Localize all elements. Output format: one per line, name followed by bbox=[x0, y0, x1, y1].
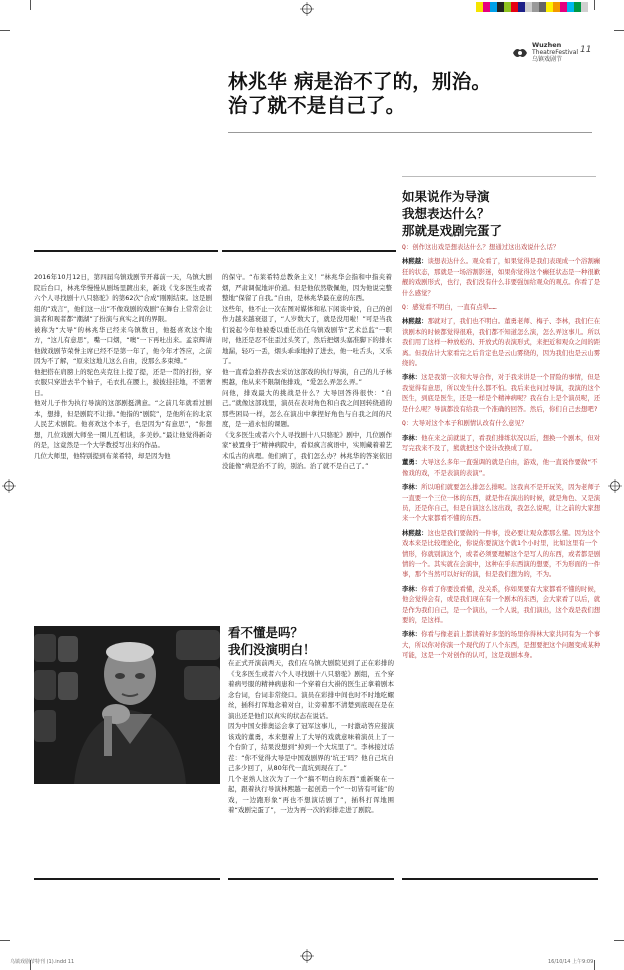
qa-column bbox=[402, 242, 602, 665]
qa-speaker: 林熙越： bbox=[402, 317, 428, 326]
logo-en2: TheatreFestival bbox=[532, 49, 579, 56]
qa-answer-text: 那就对了，我们也不明白。董勇老师、梅子、李林，我们仨在读剧本的时候都觉得很难，我们都不知道怎么演，怎么弄这事儿。所以我们用了这样一种放松的、开放式的表演形式，来把近和观众之间的距离。但我估计大家看完之后肯定也是云山雾绕的，因为我们也是云山雾绕的。 bbox=[402, 317, 601, 368]
paragraph: 2016年10月12日，第四届乌镇戏剧节开幕前一天，乌镇大剧院后台口，林兆华慢慢从剧场里踱出来，新戏《戈多医生或者六个人寻找剧十八只骆驼》的第62次“合成”刚刚结束。这是剧组的“戏言”，他们这一出“不像戏剧的戏剧”在舞台上常常会让演者和观者都“潮湖”了扮演与真实之间的界限。 bbox=[34, 273, 212, 323]
paragraph: 几个老熟人这次为了一个“搞不明白的东西”重新聚在一起，跟着执行导演林熙越一起创造一个“一切皆有可能”的戏，一边跑形象“再也不想演话剧了”，插科打诨地围着“戏剧完蛋了”，一边为再一次的彩排走进了剧院。 bbox=[228, 774, 394, 814]
crop-mark bbox=[30, 0, 31, 10]
qa-question: Q：创作这出戏是想表达什么？想通过这出戏说什么话？ bbox=[402, 243, 560, 251]
qa-answer-text: 这是我第一次和大导合作，对于我来讲是一个冒险的事情，但是我觉得有意思，所以发生什么都不怕。我后来也问过导演，我演的这个医生，到底是医生，还是一样是个精神病呢？我在台上是个演员呢，还是什么呢？导演都没有给我一个准确的回答。然后，你们自己去想吧? bbox=[402, 373, 601, 413]
qa-answer bbox=[402, 584, 602, 626]
crop-mark bbox=[0, 940, 10, 941]
qa-answer bbox=[402, 256, 602, 298]
paragraph: 他一直看急推荐我去采访这部戏的执行导演，自己的儿子林熙越，他从来不限制他排戏，“爱怎么弄怎么弄。” bbox=[222, 367, 392, 386]
portrait-photo bbox=[34, 626, 220, 784]
section-heading bbox=[228, 624, 398, 658]
sidebar-heading-line: 那就是戏剧完蛋了 bbox=[402, 223, 503, 238]
paragraph: 他把搭在肩膀上的驼色夹克往上提了提，还是一贯的打扮，穿衣服只穿进去半个袖子，毛衣扎在腰上，披披挂挂地，不需奢日。 bbox=[34, 367, 212, 397]
qa-answer-text: 你看了你要没看懂，没关系，你如果要有大家都看不懂的时候，他会觉得会有，或是我们现在有一个剧本的东西，会大家看了以后，就是作为我们自己，是一个演出，一个人说，我们演出，这个戏是我们想要的，是这样。 bbox=[402, 584, 601, 624]
portrait-image bbox=[34, 626, 220, 784]
sidebar-heading bbox=[402, 188, 592, 239]
qa-answer-text: 他在来之前就说了，看我们排练状况以后，想换一个剧本，但对写完我来不及了，熊就把这个设计改换成了原。 bbox=[402, 433, 601, 452]
col1-top-rule bbox=[34, 250, 218, 252]
crop-mark bbox=[614, 30, 624, 31]
qa-answer bbox=[402, 316, 602, 368]
print-slug-left: 乌镇戏剧节特刊 (1).indd 11 bbox=[10, 959, 75, 965]
article-column-3 bbox=[228, 658, 394, 816]
qa-answer bbox=[402, 457, 602, 478]
qa-answer-text: 这也是我们要做的一件事，没必要让观众都那么懂。因为这个戏本来是比较理论化，你说你要演这个就1个小时里，比如这里有一个情形，你就别演这个，或者必须要理解这个是写人的东西，或者都是剧情的一个。其实就在会演中，这种在乎东西演的想要，不为形面的一件事，那个当然可以好好的演，但是我们想为的，不为。 bbox=[402, 528, 601, 579]
registration-mark-icon bbox=[2, 478, 16, 492]
paragraph: 这些年，他不止一次在图对媒体和私下闲谈中说，自己的创作力越来越衰退了，“人岁数大了，就是没用啦！”可是当我们说起今年他被委以重任出任乌镇戏剧节“艺术总监”一职时，他还是忍不住歪过头笑了，然后把烟头塞准脚下的排水地漏，轻巧一丢，烟头乖乖地掉了进去，他一吐舌头，又乐了。 bbox=[222, 304, 392, 365]
crop-mark bbox=[594, 0, 595, 10]
paragraph: 因为中国女排奥运会拿了冠军这事儿，一时激动答应接演该戏的董勇，本来想着上了大导的戏就意味着演员上了一个台阶了，结果没想到“掉到一个大坑里了”。李林接过话茬：“你不觉得大导是中国戏剧界的‘坑王’吗？他自己坑自己多少回了，从80年代一直坑到现在了。” bbox=[228, 722, 394, 772]
sidebar-heading-line: 我想表达什么？ bbox=[402, 206, 490, 221]
section-heading-line: 看不懂是吗？ bbox=[228, 625, 304, 640]
sidebar-bottom-rule bbox=[402, 878, 598, 880]
qa-answer bbox=[402, 433, 602, 454]
page-number: 11 bbox=[580, 45, 592, 55]
registration-mark-icon bbox=[300, 948, 314, 962]
qa-question: Q：大导对这个本子和剧情认改有什么意见？ bbox=[402, 419, 528, 428]
title-divider bbox=[228, 132, 592, 133]
registration-mark-icon bbox=[300, 1, 314, 15]
qa-speaker: 董勇： bbox=[402, 458, 422, 467]
crop-mark bbox=[614, 940, 624, 941]
qa-answer bbox=[402, 629, 602, 660]
qa-answer-text: 所以咱们就要怎么排怎么排呢。这我真不是开玩笑，因为老师子一直要一个三位一体的东西，就是作在演出的时候，就是角色、又是演员，还是你自己，但是自演这么这出戏，我怎么说呢，让之前的大家想来一个大家都看不懂的东西。 bbox=[402, 483, 601, 523]
print-slug-right: 16/10/14 上午9:09 bbox=[548, 959, 594, 965]
sidebar-heading-line: 如果说作为导演 bbox=[402, 189, 490, 204]
qa-speaker: 李林： bbox=[402, 584, 422, 593]
paragraph: 《戈多医生或者六个人寻找剧十八只骆驼》剧中，几位剧作家“被置身于”精神病院中，看似疯言疯语中，实则藏着着艺术瓜古的真理。他们病了，我们怎么办？林兆华的答案依旧没能像“病是治不了的，别治。治了就不是自己了。” bbox=[222, 430, 392, 470]
paragraph: 几位大师里，他特别提到布莱希特，却是因为他 bbox=[34, 451, 171, 460]
crop-mark bbox=[594, 960, 595, 970]
qa-answer bbox=[402, 372, 602, 414]
logo-en: Wuzhen bbox=[532, 41, 562, 49]
qa-speaker: 李林： bbox=[402, 433, 422, 442]
paragraph: 在正式开演前两天，我们在乌镇大剧院见到了正在彩排的《戈多医生或者六个人寻找剧十八只骆驼》剧组，五个穿着病号服的精神病患和一个穿着白大褂的医生正拿着剧本念台词，台词非常绕口。演员在彩排中间也时不时地吃螺丝，插科打诨地念着对白，让旁着那不清楚到底现在是在演出还是他们以真实的状态在说话。 bbox=[228, 659, 394, 720]
color-bar bbox=[476, 2, 588, 12]
paragraph: 问他，排戏最大的挑战是什么？大导回答得很快：“自己。”就像这部戏里，演员在表对角色和自我之间回转绕道的那些困局一样，怎么在演出中拿捏好角色与自我之间的尺度，是一道永恒的课题。 bbox=[222, 388, 392, 428]
page-title bbox=[228, 70, 588, 118]
festival-logo-icon bbox=[512, 46, 528, 60]
qa-answer-text: 谈想表达什么。观众看了，如果觉得是我们表现成一个浴割癫狂的状态，那就是一场浴割影迷，如果你觉得这个癫狂状态是一种很歉靓的戏剧形式，也行，我们没有什么非要强加给观众的观点。你看了是什么感觉？ bbox=[402, 257, 601, 297]
qa-answer bbox=[402, 528, 602, 580]
logo-text bbox=[532, 42, 578, 63]
section-heading-line: 我们没演明白！ bbox=[228, 642, 316, 657]
festival-logo bbox=[512, 42, 578, 63]
qa-question: Q：感觉看不明白，一直有点晕…… bbox=[402, 303, 497, 312]
qa-speaker: 林熙越： bbox=[402, 257, 428, 266]
qa-answer-text: 大导这么多年一直强调的就是自由，游戏，他一直说作要做“不像戏的戏，不是表演的表演”。 bbox=[402, 458, 598, 477]
qa-speaker: 李林： bbox=[402, 373, 422, 382]
paragraph: 的保守。“布莱希特总教条主义！”林兆华会指和中指夹着烟，严肃调侃地评价道。但是他依然敬佩他，因为他说完整整地“保留了自我。”自由，是林兆华最在意的东西。 bbox=[222, 273, 392, 302]
col1-bottom-rule bbox=[34, 878, 220, 880]
article-column-2 bbox=[222, 272, 392, 472]
qa-speaker: 林熙越： bbox=[402, 528, 428, 537]
logo-cn: 乌镇戏剧节 bbox=[532, 56, 563, 63]
title-line-1: 林兆华 病是治不了的，别治。 bbox=[228, 70, 492, 93]
registration-mark-icon bbox=[608, 478, 622, 492]
col2-top-rule bbox=[222, 250, 396, 252]
qa-answer bbox=[402, 482, 602, 524]
crop-mark bbox=[0, 30, 10, 31]
paragraph: 他对儿子作为执行导演的这部剧挺满意。“之前几年就看过剧本，想排，但是剧院不让排。”他指的“剧院”，是他所在的北京人民艺术剧院。他喜欢这个本子，也是因为“有意思”，“你想想，几位戏剧大师坐一圈儿互相谈，多美妙。”最让他觉得新奇的是，这竟然是一个大学教授写出来的作品。 bbox=[34, 399, 212, 449]
title-line-2: 治了就不是自己了。 bbox=[228, 94, 406, 117]
sidebar-divider bbox=[402, 176, 596, 177]
article-column-1 bbox=[34, 272, 212, 461]
qa-speaker: 李林： bbox=[402, 483, 422, 492]
qa-answer-text: 你看与像老前上都读着好多坚的场里你得林大家共同有为一个事大，所以你对你演一个现代的了八个东西，是想要把这个问题变成某种可能，这是一个对创作的认可，这是戏剧本身。 bbox=[402, 630, 601, 660]
qa-speaker: 李林： bbox=[402, 630, 422, 639]
col3-bottom-rule bbox=[228, 878, 394, 880]
paragraph: 被称为“大导”的林兆华已经来乌镇数日，他挺喜欢这个地方，“这儿有意思”，嘴一口烟，“噢”一下再吐出来。孟京辉请他做戏剧节荣誉主席已经不是第一年了，他今年才答应，之前因为不了解，“原来这地儿这么自由，没那么多束缚。” bbox=[34, 325, 212, 365]
